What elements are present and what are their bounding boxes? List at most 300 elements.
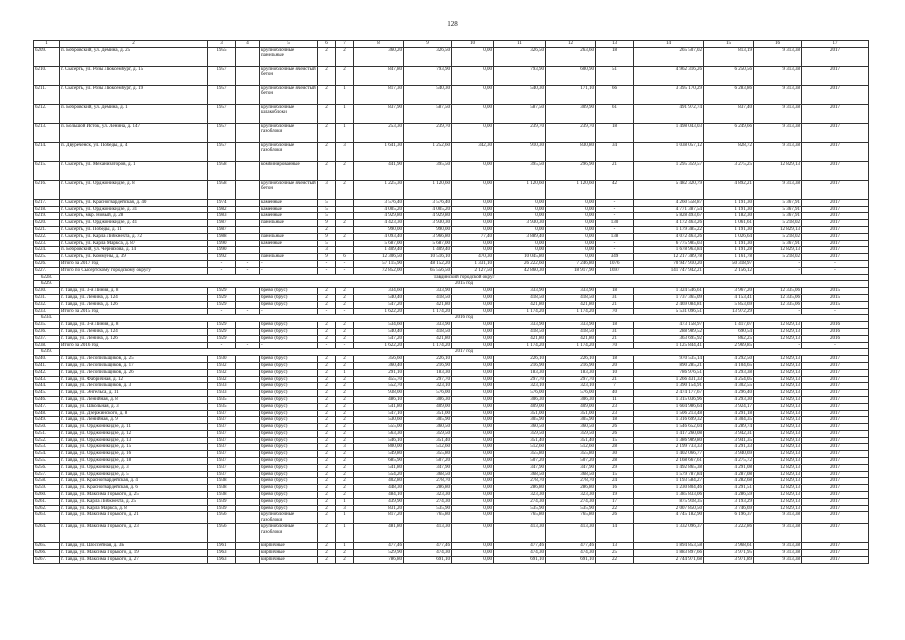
table-cell: 1963 — [208, 557, 236, 564]
table-cell: 9 — [318, 233, 336, 240]
table-cell: 0,00 — [452, 356, 494, 363]
table-cell: 1937 — [208, 444, 236, 451]
table-cell: 541,80 — [354, 403, 404, 410]
table-cell: брево (брус) — [260, 458, 318, 465]
table-cell: крупноблочные ячеистый бетон — [260, 66, 318, 85]
table-cell: 474,30 — [546, 550, 596, 557]
table-cell: брево (брус) — [260, 417, 318, 424]
table-cell: 0,00 — [452, 403, 494, 410]
table-row — [34, 464, 869, 471]
table-cell: 2 — [318, 403, 336, 410]
table-cell: 4 254,05 — [704, 376, 754, 383]
table-cell: 3 941,35 — [704, 437, 754, 444]
table-cell: 2 — [336, 376, 354, 383]
table-cell: 2 — [318, 104, 336, 123]
table-cell: 540,40 — [354, 328, 404, 335]
table-cell: 6246. — [34, 396, 60, 403]
table-cell: 2 — [336, 362, 354, 369]
table-cell: 0,00 — [452, 430, 494, 437]
table-row — [34, 199, 869, 206]
table-cell — [236, 328, 260, 335]
table-cell: 306,30 — [494, 396, 546, 403]
table-cell: 587,50 — [494, 104, 546, 123]
table-cell: г. Тавда, ул. Энгельса, д. 11 — [60, 390, 208, 397]
section-row — [34, 349, 869, 356]
table-cell: 12 829,13 — [754, 390, 802, 397]
table-cell: - — [802, 260, 869, 267]
table-cell: 0,00 — [452, 451, 494, 458]
table-cell: 2 — [318, 85, 336, 104]
table-cell: 0,00 — [494, 226, 546, 233]
table-cell: 2 — [318, 437, 336, 444]
table-cell: 5 828 493,67 — [634, 213, 704, 220]
table-cell: 2017 — [802, 362, 869, 369]
table-cell: 25 — [596, 550, 634, 557]
table-cell: 12 829,13 — [754, 437, 802, 444]
table-row — [34, 543, 869, 550]
table-cell: 421,80 — [546, 301, 596, 308]
table-cell: 5 367,91 — [754, 213, 802, 220]
table-cell: 2017 — [802, 220, 869, 227]
table-cell: 2 — [336, 396, 354, 403]
table-cell: 12 829,13 — [754, 161, 802, 180]
table-cell: г. Тавда, ул. Максима Горького, д. 19 — [60, 550, 208, 557]
table-cell: 2017 — [802, 557, 869, 564]
table-cell: 0,00 — [452, 557, 494, 564]
table-cell: 1 191,28 — [704, 247, 754, 254]
table-cell: панельные — [260, 254, 318, 261]
table-cell: 6216. — [34, 180, 60, 199]
table-cell: 2017 — [802, 254, 869, 261]
table-cell: 286,80 — [404, 485, 452, 492]
table-cell: 1929 — [208, 294, 236, 301]
table-cell: 309,90 — [546, 104, 596, 123]
table-cell: каменные — [260, 206, 318, 213]
table-cell: 0,00 — [452, 47, 494, 66]
table-cell: 6218. — [34, 206, 60, 213]
table-cell: 2015 — [802, 301, 869, 308]
table-cell: 0,00 — [452, 369, 494, 376]
table-cell: 12 829,13 — [754, 424, 802, 431]
table-cell: 2 — [318, 512, 336, 524]
table-cell: 6224. — [34, 247, 60, 254]
table-cell: 4 275,72 — [704, 458, 754, 465]
table-cell: 278,70 — [546, 478, 596, 485]
table-cell: 6226. — [34, 260, 60, 267]
table-cell: 4 072 463,26 — [634, 233, 704, 240]
table-cell: 546,10 — [354, 437, 404, 444]
table-cell: 2 — [336, 464, 354, 471]
table-cell: 2 — [336, 451, 354, 458]
table-cell: 540,40 — [354, 294, 404, 301]
table-cell: 1957 — [208, 85, 236, 104]
table-cell — [236, 322, 260, 329]
table-cell: 6217. — [34, 199, 60, 206]
table-cell: 1 386 989,80 — [634, 437, 704, 444]
table-cell: 691,10 — [494, 557, 546, 564]
table-cell: 1 — [336, 123, 354, 142]
table-cell: 1958 — [208, 161, 236, 180]
table-cell: 323,10 — [404, 383, 452, 390]
table-row — [34, 557, 869, 564]
table-row — [34, 505, 869, 512]
table-cell: п. Двуреченск, ул. Победы, д. 4 — [60, 142, 208, 161]
table-cell: 2 — [336, 437, 354, 444]
table-cell: 286,80 — [494, 485, 546, 492]
table-cell — [236, 220, 260, 227]
table-cell: 12 335,06 — [754, 294, 802, 301]
table-cell: 0,00 — [452, 301, 494, 308]
table-cell: 23 — [596, 410, 634, 417]
table-cell: 2017 — [802, 444, 869, 451]
table-cell: 305,90 — [546, 417, 596, 424]
table-cell — [236, 247, 260, 254]
table-cell: крупноблочные ячеистый бетон — [260, 85, 318, 104]
table-cell: брево (брус) — [260, 403, 318, 410]
table-cell: 910,30 — [494, 142, 546, 161]
table-cell: 563,30 — [354, 430, 404, 437]
table-cell: Итого за 2016 год — [60, 342, 208, 349]
table-cell: 12 829,13 — [754, 430, 802, 437]
table-cell: - — [596, 213, 634, 220]
table-cell: 1 038 057,12 — [634, 142, 704, 161]
table-cell: панельные — [260, 220, 318, 227]
table-cell: 786,80 — [354, 557, 404, 564]
table-cell: 2 — [318, 376, 336, 383]
table-cell: - — [596, 206, 634, 213]
table-cell: 2017 — [802, 66, 869, 85]
table-cell: 793,90 — [404, 66, 452, 85]
table-cell: 349 — [596, 254, 634, 261]
table-cell: брево (брус) — [260, 485, 318, 492]
table-cell: 1 174,20 — [546, 308, 596, 315]
table-cell: 6241. — [34, 362, 60, 369]
table-cell: 1 641,30 — [354, 142, 404, 161]
table-cell: 1935 — [208, 403, 236, 410]
table-row — [34, 288, 869, 295]
table-cell: г. Тавда, ул. Орджоникидзе, д. 18 — [60, 458, 208, 465]
table-cell: 1937 — [208, 471, 236, 478]
table-cell: 12 829,13 — [754, 247, 802, 254]
table-cell: г. Тавда, ул. Ленина, д. 126 — [60, 301, 208, 308]
table-cell: 359,50 — [494, 430, 546, 437]
table-cell: 0,00 — [452, 396, 494, 403]
table-cell: 1957 — [208, 66, 236, 85]
table-cell: 418,50 — [404, 294, 452, 301]
table-cell: 359,50 — [546, 430, 596, 437]
table-cell: брево (брус) — [260, 464, 318, 471]
table-cell: 418,50 — [546, 328, 596, 335]
table-cell: 4 289,74 — [704, 424, 754, 431]
table-cell: 2 — [318, 478, 336, 485]
table-cell: 9 313,38 — [754, 66, 802, 85]
table-cell: г. Сысерть, ул. Карла Маркса, д. 87 — [60, 240, 208, 247]
table-row — [34, 260, 869, 267]
table-cell: 3 746,69 — [704, 505, 754, 512]
table-cell: 216,90 — [546, 362, 596, 369]
table-cell: 530,60 — [354, 417, 404, 424]
table-cell: 0,00 — [546, 199, 596, 206]
table-cell: 3 930,30 — [404, 220, 452, 227]
table-cell: 368,50 — [494, 471, 546, 478]
table-row — [34, 383, 869, 390]
table-cell: 6238. — [34, 342, 60, 349]
table-cell: 5 218,02 — [754, 220, 802, 227]
table-cell: 2 — [336, 424, 354, 431]
table-cell — [236, 240, 260, 247]
table-cell: 1 174,20 — [404, 308, 452, 315]
table-cell: 12 829,13 — [754, 335, 802, 342]
table-cell: 2017 — [802, 512, 869, 524]
table-cell — [236, 557, 260, 564]
table-cell: 2017 — [802, 410, 869, 417]
table-cell: 0,00 — [546, 254, 596, 261]
table-cell: 2 — [336, 288, 354, 295]
row-number-cell: 6229. — [34, 281, 60, 288]
table-cell: 1957 — [208, 123, 236, 142]
table-row — [34, 322, 869, 329]
table-cell: 2 744 971,68 — [634, 557, 704, 564]
table-cell: г. Тавда, ул. 3-я Линия, д. 8 — [60, 322, 208, 329]
table-cell: 0,00 — [546, 247, 596, 254]
table-cell: 2017 — [802, 161, 869, 180]
table-cell — [236, 206, 260, 213]
table-cell: 1937 — [208, 464, 236, 471]
section-row — [34, 281, 869, 288]
table-cell: 549,80 — [354, 451, 404, 458]
table-cell: 9 313,38 — [754, 47, 802, 66]
table-cell: 130 — [596, 220, 634, 227]
table-cell: 477,46 — [354, 543, 404, 550]
table-cell: 0,00 — [452, 328, 494, 335]
table-cell: - — [754, 308, 802, 315]
table-cell: брево (брус) — [260, 444, 318, 451]
table-cell: 6259. — [34, 485, 60, 492]
table-cell: 413,30 — [546, 524, 596, 543]
table-cell: 12 829,13 — [754, 226, 802, 233]
table-cell: 22 — [596, 505, 634, 512]
table-cell — [236, 335, 260, 342]
table-cell: 183,30 — [494, 369, 546, 376]
table-cell: 0,00 — [494, 213, 546, 220]
section-title: 2017 год — [60, 349, 869, 356]
table-cell: 421,80 — [494, 301, 546, 308]
table-cell — [236, 396, 260, 403]
housing-register-table — [33, 40, 869, 564]
table-cell: г. Тавда, ул. Орджоникидзе, д. 12 — [60, 430, 208, 437]
table-cell: 0,00 — [546, 226, 596, 233]
table-cell — [236, 485, 260, 492]
table-cell: п. Бобровский, ул. Демина, д. 25 — [60, 47, 208, 66]
table-cell: 0,00 — [452, 288, 494, 295]
table-cell: 1937 — [208, 430, 236, 437]
table-cell: 40 — [596, 390, 634, 397]
table-cell: 2017 — [802, 233, 869, 240]
table-cell: г. Сысерть, ул. Красногвардейская, д. 40 — [60, 199, 208, 206]
table-cell: - — [318, 342, 336, 349]
table-cell: 2 — [318, 390, 336, 397]
table-cell: 0,00 — [452, 543, 494, 550]
table-cell: 1 417 260,08 — [634, 430, 704, 437]
table-cell: 2 — [318, 543, 336, 550]
table-cell: 6230. — [34, 288, 60, 295]
table-cell: 837,40 — [704, 104, 754, 123]
table-cell — [236, 424, 260, 431]
table-cell — [236, 142, 260, 161]
table-cell: 6254. — [34, 451, 60, 458]
table-cell: брево (брус) — [260, 288, 318, 295]
table-cell: 10 516,10 — [404, 254, 452, 261]
table-cell: 6 196,37 — [704, 512, 754, 524]
table-cell: 65 556,50 — [404, 267, 452, 274]
table-row — [34, 356, 869, 363]
table-cell: 12 829,13 — [754, 492, 802, 499]
header-cell: 5 — [260, 41, 318, 48]
table-cell: 2 — [318, 492, 336, 499]
table-cell: 2017 — [802, 142, 869, 161]
header-cell: 11 — [494, 41, 546, 48]
table-cell: 0,00 — [452, 512, 494, 524]
table-cell: 1 182,30 — [704, 213, 754, 220]
table-cell: 9 313,38 — [754, 524, 802, 543]
table-cell: - — [802, 308, 869, 315]
table-cell: г. Тавда, ул. Красногвардейская, д. 6 — [60, 485, 208, 492]
table-cell: 1 385 833,06 — [634, 492, 704, 499]
table-cell: крупноблочные газоблоки — [260, 123, 318, 142]
table-cell: брево (брус) — [260, 369, 318, 376]
table-cell: 402,80 — [354, 478, 404, 485]
table-cell: 15 — [596, 437, 634, 444]
table-cell: г. Тавда, ул. Лесопильщиков, д. 26 — [60, 369, 208, 376]
table-cell: - — [754, 260, 802, 267]
table-cell: 70 947 910,20 — [634, 260, 704, 267]
table-cell: крупноблочные газоблоки — [260, 524, 318, 543]
table-row — [34, 424, 869, 431]
table-cell: 274,30 — [494, 498, 546, 505]
table-cell: 0,00 — [452, 362, 494, 369]
table-cell — [336, 240, 354, 247]
table-cell: 5 — [318, 206, 336, 213]
table-cell: 0,00 — [452, 123, 494, 142]
table-cell: 2 — [318, 335, 336, 342]
table-cell: 1 120,60 — [546, 180, 596, 199]
table-cell: 333,90 — [546, 322, 596, 329]
table-cell: 2 — [318, 444, 336, 451]
table-cell: 368,50 — [404, 471, 452, 478]
table-cell: 477,46 — [494, 543, 546, 550]
table-cell: 3 971,95 — [704, 550, 754, 557]
table-cell: г. Тавда, ул. Карла Маркса, д. 8 — [60, 505, 208, 512]
table-cell: 5 — [318, 199, 336, 206]
table-row — [34, 437, 869, 444]
table-cell — [236, 301, 260, 308]
table-cell: 1 — [336, 369, 354, 376]
table-cell: 477,46 — [546, 543, 596, 550]
table-cell: 359,50 — [404, 430, 452, 437]
table-cell: 547,20 — [354, 335, 404, 342]
table-cell: кирпичные — [260, 543, 318, 550]
table-cell: 2 — [318, 498, 336, 505]
table-cell: 2 — [318, 424, 336, 431]
table-cell: 1 225,30 — [354, 180, 404, 199]
table-cell: г. Тавда, ул. Максима Горького, д. 23 — [60, 524, 208, 543]
table-cell: 10 — [596, 369, 634, 376]
table-cell: брево (брус) — [260, 362, 318, 369]
table-cell: 13 — [596, 543, 634, 550]
table-cell: 4 291,08 — [704, 464, 754, 471]
table-cell: 2017 — [802, 247, 869, 254]
table-cell: 4 093,40 — [354, 233, 404, 240]
table-cell: 1 061,61 — [704, 220, 754, 227]
table-cell: 938,00 — [354, 390, 404, 397]
table-cell: 481,80 — [354, 524, 404, 543]
table-cell: г. Тавда, ул. Ленина, д. 124 — [60, 294, 208, 301]
table-cell: 1955 — [208, 47, 236, 66]
table-cell: 265 507,02 — [634, 47, 704, 66]
table-cell: 2 — [336, 328, 354, 335]
table-cell: 2 — [318, 362, 336, 369]
table-cell: 529,90 — [354, 550, 404, 557]
table-row — [34, 342, 869, 349]
table-cell: 6263. — [34, 512, 60, 524]
table-cell: 2 — [318, 301, 336, 308]
table-cell: 9 313,38 — [754, 142, 802, 161]
table-cell — [236, 104, 260, 123]
table-cell: 323,10 — [546, 383, 596, 390]
table-cell: 18 — [596, 47, 634, 66]
table-cell: - — [208, 260, 236, 267]
table-row — [34, 308, 869, 315]
table-cell: 4 005,20 — [354, 206, 404, 213]
table-cell: 2 — [336, 478, 354, 485]
table-cell: 20 — [596, 362, 634, 369]
table-cell: 413,30 — [404, 524, 452, 543]
table-cell: 10 045,80 — [494, 254, 546, 261]
table-cell: 351,40 — [404, 437, 452, 444]
table-cell: 351,40 — [546, 437, 596, 444]
table-cell: г. Тавда, ул. Орджоникидзе, д. 11 — [60, 424, 208, 431]
table-cell: 4 304,35 — [704, 417, 754, 424]
table-cell: 333,90 — [494, 288, 546, 295]
table-cell: 2017 — [802, 104, 869, 123]
table-cell: 4 293,30 — [704, 396, 754, 403]
table-cell: 2017 — [802, 180, 869, 199]
table-cell: 3 275,25 — [704, 161, 754, 180]
table-cell: 2 — [318, 161, 336, 180]
table-cell: 1 230 804,46 — [634, 485, 704, 492]
table-cell: 1937 — [208, 451, 236, 458]
table-row — [34, 498, 869, 505]
table-cell: 0,00 — [494, 199, 546, 206]
table-cell — [236, 403, 260, 410]
table-cell: 470,30 — [452, 254, 494, 261]
table-row — [34, 485, 869, 492]
table-cell: г. Тавда, ул. Лесопильщиков, д. 3 — [60, 383, 208, 390]
table-cell: 473 158,97 — [634, 322, 704, 329]
table-cell: 4 260 558,87 — [634, 199, 704, 206]
table-cell: 28 — [596, 458, 634, 465]
table-cell: 0,00 — [452, 180, 494, 199]
table-cell: 12 829,13 — [754, 376, 802, 383]
table-cell: 0,00 — [452, 206, 494, 213]
table-cell: 347,90 — [494, 464, 546, 471]
table-row — [34, 478, 869, 485]
table-cell: 6236. — [34, 328, 60, 335]
table-cell: 0,00 — [452, 85, 494, 104]
table-cell: 0,00 — [452, 342, 494, 349]
table-cell: 297,70 — [494, 376, 546, 383]
table-cell: 409,00 — [546, 403, 596, 410]
